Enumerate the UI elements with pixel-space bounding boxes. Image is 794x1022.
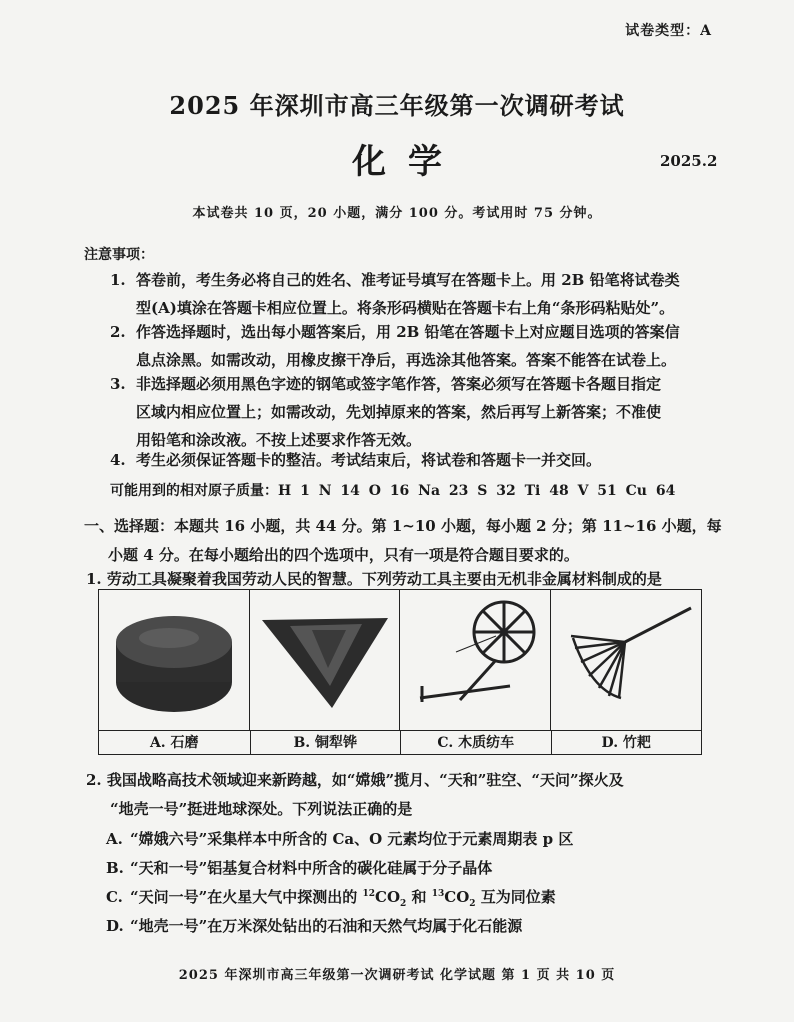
option-b-caption: B. 铜犁铧 bbox=[250, 730, 401, 754]
note-line: 区域内相应位置上；如需改动，先划掉原来的答案，然后再写上新答案；不准使 bbox=[136, 403, 662, 421]
subscript: 2 bbox=[469, 899, 476, 909]
note-line: 型(A)填涂在答题卡相应位置上。将条形码横贴在答题卡右上角“条形码粘贴处”。 bbox=[136, 299, 675, 317]
question-1-image-table bbox=[98, 589, 702, 755]
option-text-pre: “天问一号”在火星大气中探测出的 bbox=[130, 888, 363, 906]
note-line: 答卷前，考生务必将自己的姓名、准考证号填写在答题卡上。用 2B 铅笔将试卷类 bbox=[136, 271, 680, 289]
notes-heading: 注意事项： bbox=[84, 247, 154, 263]
copper-plowshare-image bbox=[250, 590, 401, 730]
mass-number: 13 bbox=[431, 889, 445, 899]
note-item-2 bbox=[110, 318, 728, 374]
option-text: “嫦娥六号”采集样本中所含的 Ca、O 元素均位于元素周期表 p 区 bbox=[130, 830, 574, 848]
option-d-caption: D. 竹耙 bbox=[551, 730, 702, 754]
section-line: 小题 4 分。在每小题给出的四个选项中，只有一项是符合题目要求的。 bbox=[108, 546, 579, 564]
atomic-masses: 可能用到的相对原子质量：H 1 N 14 O 16 Na 23 S 32 Ti 48 V 51 Cu 64 bbox=[110, 483, 676, 499]
section-line: 一、选择题：本题共 16 小题，共 44 分。第 1~10 小题，每小题 2 分；第 11~16 小题，每 bbox=[84, 517, 722, 535]
question-2-option-b bbox=[106, 857, 492, 878]
note-line: 考生必须保证答题卡的整洁。考试结束后，将试卷和答题卡一并交回。 bbox=[136, 451, 602, 469]
option-label: B. bbox=[106, 859, 124, 877]
question-line: “地壳一号”挺进地球深处。下列说法正确的是 bbox=[110, 800, 413, 818]
option-a-caption: A. 石磨 bbox=[99, 730, 250, 754]
option-text-post: 互为同位素 bbox=[475, 888, 556, 906]
mass-number: 12 bbox=[362, 889, 376, 899]
note-number: 3. bbox=[110, 375, 126, 393]
note-number: 2. bbox=[110, 323, 126, 341]
note-item-4 bbox=[110, 446, 728, 474]
question-2-option-c bbox=[106, 886, 556, 909]
note-item-1 bbox=[110, 266, 728, 322]
subscript: 2 bbox=[400, 899, 407, 909]
note-line: 非选择题必须用黑色字迹的钢笔或签字笔作答，答案必须写在答题卡各题目指定 bbox=[136, 375, 662, 393]
note-line: 作答选择题时，选出每小题答案后，用 2B 铅笔在答题卡上对应题目选项的答案信 bbox=[136, 323, 680, 341]
exam-title: 2025 年深圳市高三年级第一次调研考试 bbox=[169, 91, 625, 120]
question-2-option-a bbox=[106, 828, 573, 849]
note-line: 息点涂黑。如需改动，用橡皮擦干净后，再选涂其他答案。答案不能答在试卷上。 bbox=[136, 351, 677, 369]
bamboo-rake-image bbox=[551, 590, 702, 730]
exam-info: 本试卷共 10 页，20 小题，满分 100 分。考试用时 75 分钟。 bbox=[192, 206, 602, 221]
option-text-and: 和 bbox=[406, 888, 432, 906]
option-label: D. bbox=[106, 917, 124, 935]
section-1-instructions bbox=[84, 512, 734, 570]
question-2-stem bbox=[86, 766, 726, 824]
paper-type: 试卷类型：A bbox=[625, 23, 712, 39]
question-2-option-d bbox=[106, 915, 522, 936]
note-line: 用铅笔和涂改液。不按上述要求作答无效。 bbox=[136, 431, 422, 449]
option-c-caption: C. 木质纺车 bbox=[400, 730, 551, 754]
wooden-spinning-wheel-image bbox=[400, 590, 551, 730]
option-label: A. bbox=[106, 830, 123, 848]
option-text: “地壳一号”在万米深处钻出的石油和天然气均属于化石能源 bbox=[130, 917, 523, 935]
formula: CO bbox=[375, 888, 401, 906]
note-number: 4. bbox=[110, 451, 126, 469]
page-footer: 2025 年深圳市高三年级第一次调研考试 化学试题 第 1 页 共 10 页 bbox=[178, 968, 616, 983]
subject-title: 化学 bbox=[352, 142, 464, 182]
stone-mill-image bbox=[99, 590, 250, 730]
note-number: 1. bbox=[110, 271, 126, 289]
question-line: 2. 我国战略高技术领域迎来新跨越，如“嫦娥”揽月、“天和”驻空、“天问”探火及 bbox=[86, 771, 624, 789]
formula: CO bbox=[444, 888, 470, 906]
option-text: “天和一号”铝基复合材料中所含的碳化硅属于分子晶体 bbox=[130, 859, 493, 877]
option-label: C. bbox=[106, 888, 123, 906]
question-1-stem: 1. 劳动工具凝聚着我国劳动人民的智慧。下列劳动工具主要由无机非金属材料制成的是 bbox=[86, 570, 662, 588]
exam-date: 2025.2 bbox=[660, 152, 718, 170]
note-item-3 bbox=[110, 370, 728, 454]
